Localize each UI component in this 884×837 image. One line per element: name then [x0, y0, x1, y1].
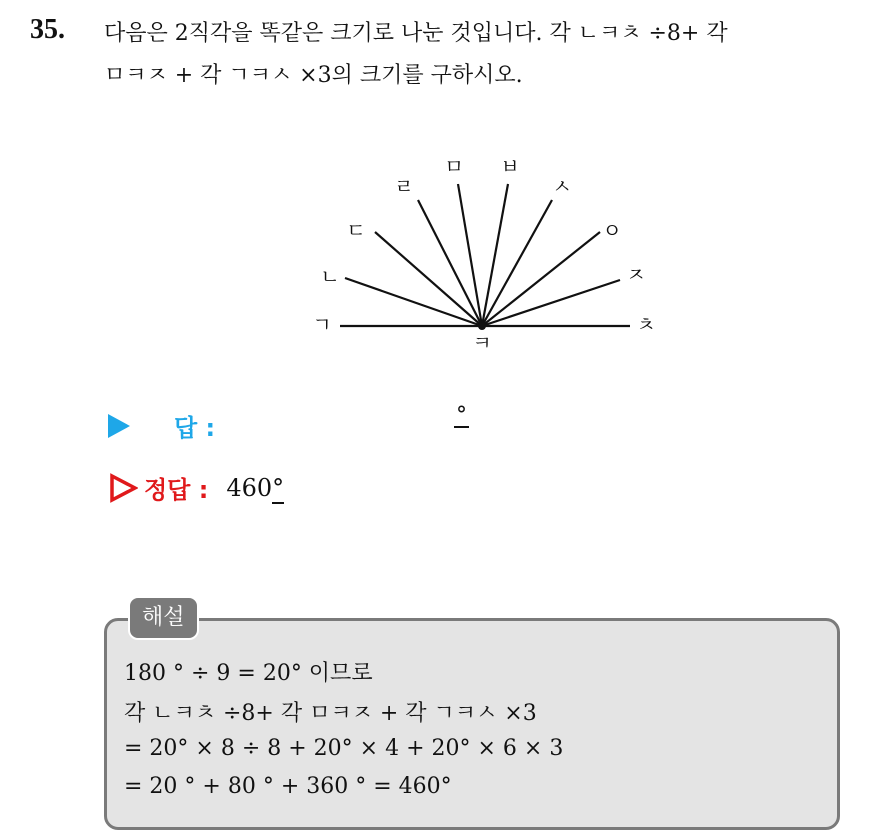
answer-row — [108, 408, 215, 443]
correct-answer-row — [108, 470, 284, 505]
correct-answer-value — [226, 474, 284, 502]
label-g: ㄱ — [312, 312, 332, 337]
play-outline-icon — [108, 473, 138, 503]
label-o: ㅇ — [602, 218, 622, 243]
solution-line3: = 20° × 8 ÷ 8 + 20° × 4 + 20° × 6 × 3 — [124, 736, 564, 761]
ray-o — [482, 232, 600, 326]
correct-answer-unit: ° — [272, 473, 285, 502]
vertex-point — [478, 322, 486, 330]
question-text-line1: 다음은 2직각을 똑같은 크기로 나눈 것입니다. 각 ㄴㅋㅊ ÷8+ 각 — [104, 21, 728, 46]
question-number: 35. — [30, 14, 65, 45]
answer-blank[interactable]: ° — [456, 403, 467, 428]
label-ch: ㅊ — [636, 312, 656, 337]
label-m: ㅁ — [444, 154, 464, 179]
play-icon — [108, 414, 130, 438]
label-j: ㅈ — [626, 262, 646, 287]
label-k: ㅋ — [472, 330, 492, 355]
angle-diagram — [300, 150, 700, 360]
label-r: ㄹ — [394, 174, 414, 199]
solution-line1: 180 ° ÷ 9 = 20° 이므로 — [124, 661, 373, 686]
label-d: ㄷ — [346, 218, 366, 243]
correct-answer-number: 460 — [226, 473, 273, 502]
solution-tag: 해설 — [128, 596, 199, 640]
solution-line4: = 20 ° + 80 ° + 360 ° = 460° — [124, 774, 452, 799]
correct-answer-label: 정답 : — [144, 476, 209, 504]
solution-line2: 각 ㄴㅋㅊ ÷8+ 각 ㅁㅋㅈ + 각 ㄱㅋㅅ ×3 — [124, 701, 537, 726]
ray-d — [375, 232, 482, 326]
label-b: ㅂ — [500, 154, 520, 179]
label-n: ㄴ — [320, 264, 340, 289]
label-s: ㅅ — [552, 174, 572, 199]
question-text-line2: ㅁㅋㅈ + 각 ㄱㅋㅅ ×3의 크기를 구하시오. — [104, 63, 523, 88]
answer-label: 답 : — [174, 414, 216, 442]
